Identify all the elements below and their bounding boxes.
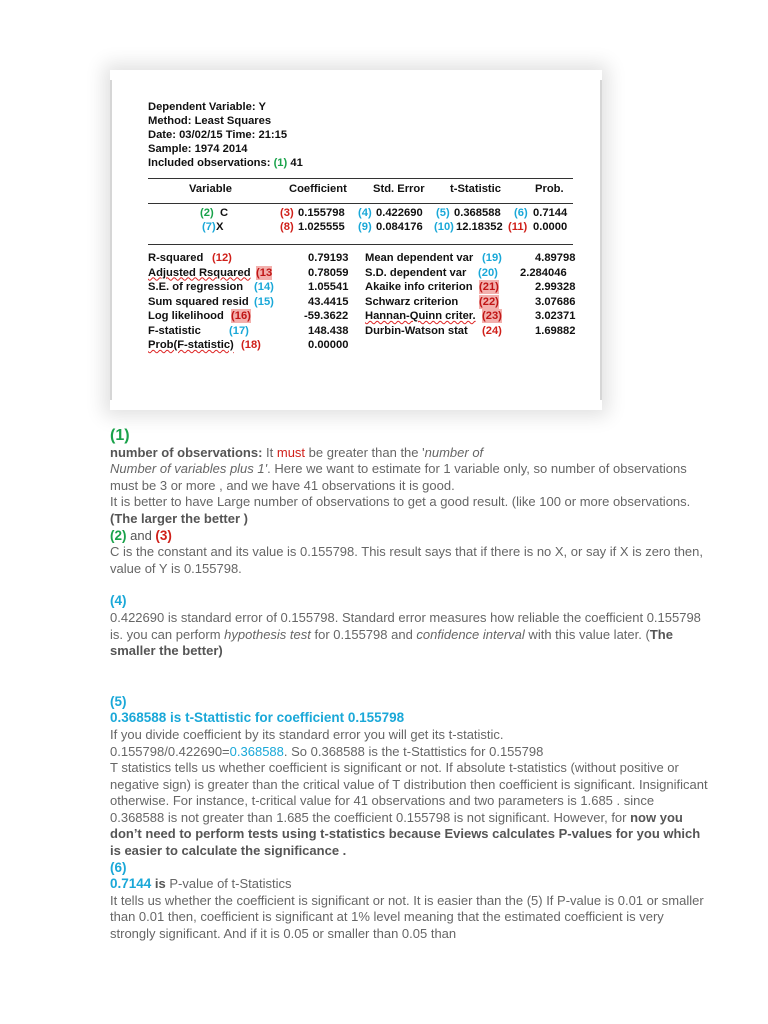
stat-row-3: S.E. of regression (14) 1.05541 Akaike info criterion (21) 2.99328 bbox=[148, 281, 576, 293]
coef-row-x: (7) X (8) 1.025555 (9) 0.084176 (10) 12.18352 (11) 0.0000 bbox=[202, 221, 568, 233]
section-5-title: 0.368588 is t-Stattistic for coefficient 0.155798 bbox=[110, 710, 405, 726]
section-4-body: 0.422690 is standard error of 0.155798. Standard error measures how reliable the coefficient 0.155798 is. you can perform hypothesis test for 0.155798 and confidence interval with this value later. (The smaller the better) bbox=[110, 609, 701, 659]
section-5-body: If you divide coefficient by its standard error you will get its t-statistic. 0.155798/0.422690=0.368588. So 0.368588 is the t-Stattistics for 0.155798 T statistics tells us whether coefficient is significant or not. If absolute t-statistics (without positive or negative sign) is greater than the critical value of T distribution then coefficient is significant. Insignificant otherwise. For instance, t-critical value for 41 observations and two parameters is 1.685 . since 0.368588 is not greater than 1.685 the coefficient 0.155798 is not significant. However, for now you don’t need to perform tests using t-statistics because Eviews calculates P-values for you which is easier to calculate the significance . bbox=[110, 726, 708, 859]
card-edge-left bbox=[110, 80, 112, 400]
stat-row-6: F-statistic (17) 148.438 Durbin-Watson stat (24) 1.69882 bbox=[148, 324, 576, 337]
summary-statistics bbox=[148, 251, 576, 355]
section-2-3-body: C is the constant and its value is 0.155798. This result says that if there is no X, or say if X is zero then, value of Y is 0.155798. bbox=[110, 544, 704, 576]
stat-row-5: Log likelihood (16) -59.3622 Hannan-Quinn criter. (23) 3.02371 bbox=[148, 310, 576, 322]
col-t-statistic: t-Statistic bbox=[450, 183, 501, 195]
card-edge-right bbox=[600, 80, 602, 400]
stat-row-1: R-squared (12) 0.79193 Mean dependent var (19) 4.89798 bbox=[148, 252, 576, 264]
coefficient-table bbox=[148, 206, 573, 240]
output-header bbox=[148, 100, 573, 170]
sample: Sample: 1974 2014 bbox=[148, 143, 248, 155]
section-5-number: (5) bbox=[110, 693, 127, 709]
stat-row-4: Sum squared resid (15) 43.4415 Schwarz criterion (22) 3.07686 bbox=[148, 295, 576, 308]
section-6-body: It tells us whether the coefficient is significant or not. It is easier than the (5) If P-value is 0.01 or smaller than 0.01 then, coefficient is significant at 1% level meaning that the estimated coefficient is very strongly significant. And if it is 0.05 or smaller than 0.05 than bbox=[110, 892, 704, 942]
section-4-number: (4) bbox=[110, 593, 127, 609]
col-coefficient: Coefficient bbox=[289, 183, 347, 195]
section-2-3-heading: (2) and (3) bbox=[110, 527, 172, 543]
marker-1: (1) bbox=[273, 157, 288, 169]
regression-output bbox=[148, 100, 576, 355]
section-6-title: 0.7144 is P-value of t-Statistics bbox=[110, 876, 292, 892]
eviews-output-card bbox=[110, 70, 602, 410]
header-rule bbox=[148, 203, 573, 204]
stat-row-2: Adjusted Rsquared (13 0.78059 S.D. dependent var (20) 2.284046 bbox=[148, 266, 567, 279]
date-time: Date: 03/02/15 Time: 21:15 bbox=[148, 129, 288, 141]
dependent-variable: Dependent Variable: Y bbox=[148, 101, 266, 113]
stat-row-7: Prob(F-statistic) (18) 0.00000 bbox=[148, 339, 349, 351]
section-6-number: (6) bbox=[110, 859, 127, 875]
col-std-error: Std. Error bbox=[373, 183, 425, 195]
included-observations: Included observations: (1) 41 bbox=[148, 157, 303, 169]
col-prob: Prob. bbox=[535, 183, 564, 195]
column-headers bbox=[148, 179, 573, 199]
mid-rule bbox=[148, 244, 573, 245]
section-1-number: (1) bbox=[110, 427, 130, 444]
coef-row-c: (2) C (3) 0.155798 (4) 0.422690 (5) 0.368588 (6) 0.7144 bbox=[200, 207, 568, 219]
section-1-body: number of observations: It must be greater than the 'number of Number of variables plus 1'. Here we want to estimate for 1 variable only, so number of observations must be 3 or more , and we have 41 observations it is good. It is better to have Large number of observations to get a good result. (like 100 or more observations. (The larger the better ) bbox=[110, 444, 691, 526]
method: Method: Least Squares bbox=[148, 115, 272, 127]
col-variable: Variable bbox=[189, 183, 232, 195]
explanation-text bbox=[110, 428, 710, 943]
